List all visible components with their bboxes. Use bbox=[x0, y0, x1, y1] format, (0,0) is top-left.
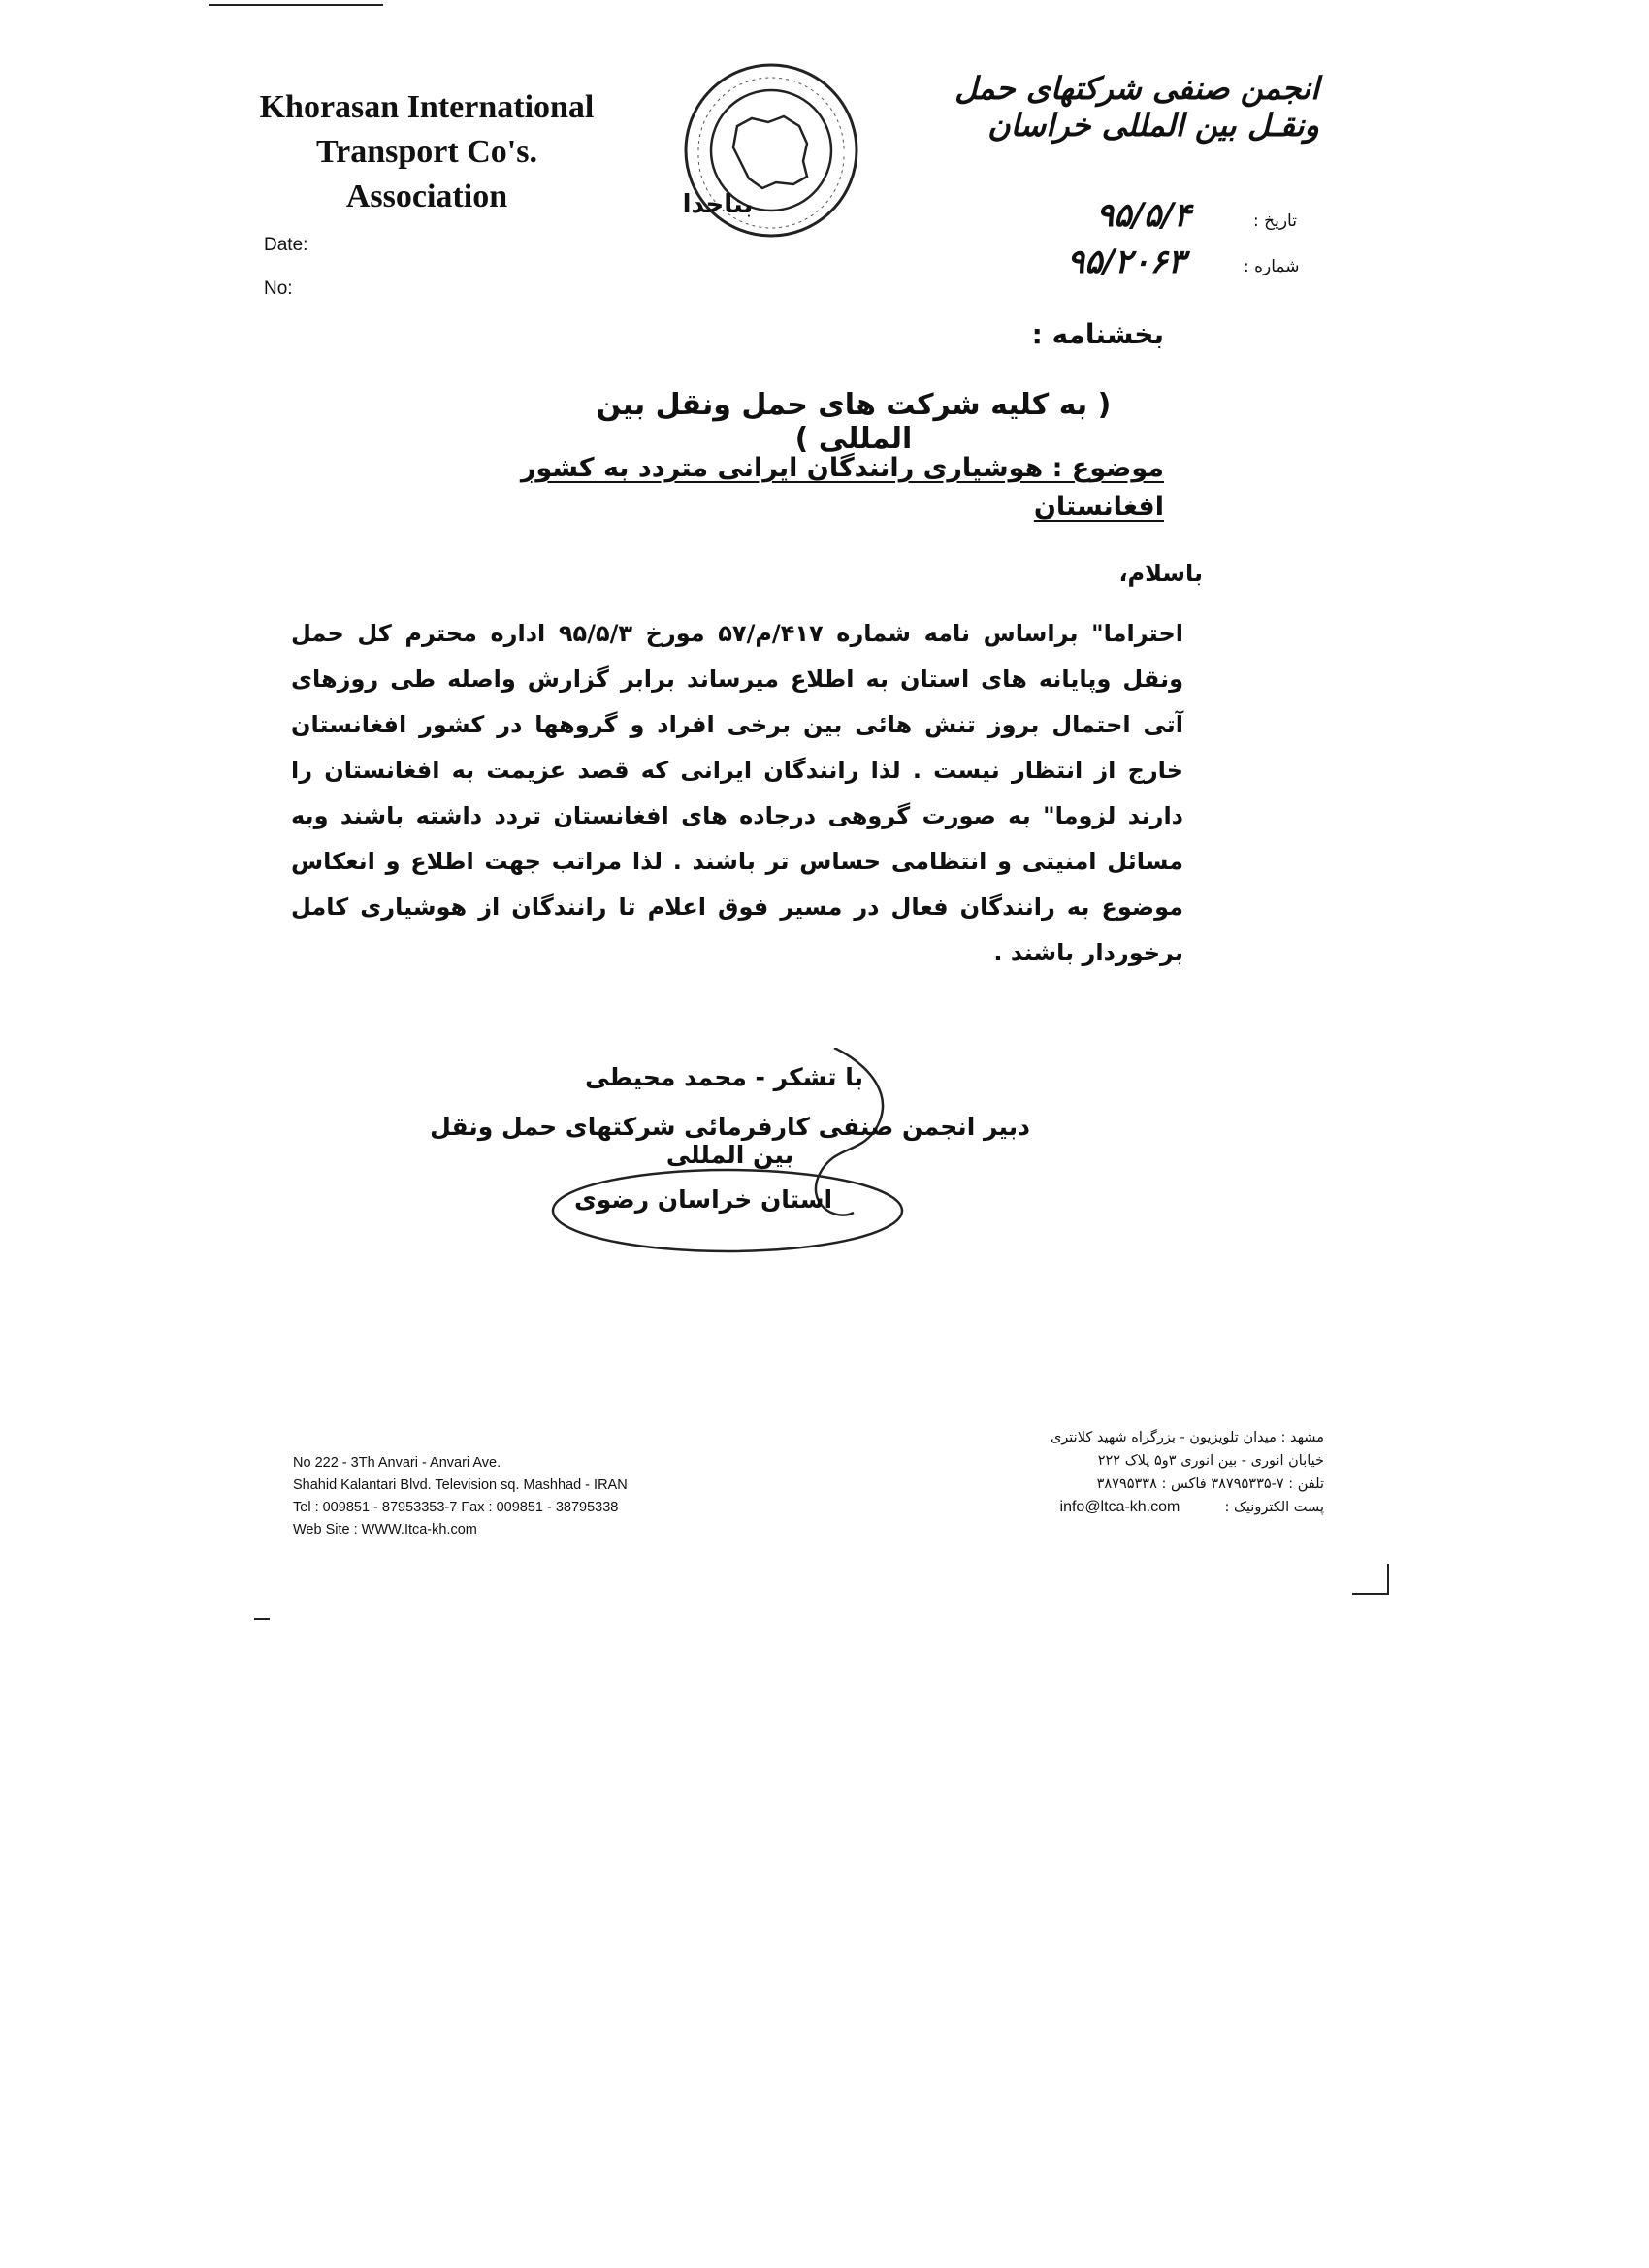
seal-caption: بناحدا bbox=[682, 190, 754, 219]
footer-fa-line: خیابان انوری - بین انوری ۳و۵ پلاک ۲۲۲ bbox=[1097, 1453, 1324, 1469]
letter-body: احتراما" براساس نامه شماره ۴۱۷/م/۵۷ مورخ ۹۵/۵/۳ اداره محترم کل حمل ونقل وپایانه های استان به اطلاع میرساند برابر گزارش واصله طی روزهای آتی احتمال بروز تنش هائی بین برخی افراد و گروهها در کشور افغانستان خارج از انتظار نیست . لذا رانندگان ایرانی که قصد عزیمت به افغانستان را دارند لزوما" به صورت گروهی درجاده های افغانستان تردد داشته باشند وبه مسائل امنیتی و انتظامی حساس تر باشند . لذا مراتب جهت اطلاع و انعکاس موضوع به رانندگان فعال در مسیر فوق اعلام تا رانندگان از هوشیاری کامل برخوردار باشند . bbox=[291, 620, 1184, 966]
crop-mark bbox=[254, 1618, 270, 1620]
footer-address-en bbox=[293, 1452, 700, 1541]
english-name-line1: Khorasan International bbox=[259, 89, 595, 125]
persian-letterhead: انجمن صنفی شرکتهای حمل ونقـل بین المللی خراسان bbox=[954, 70, 1319, 144]
greeting: باسلام، bbox=[1118, 560, 1203, 587]
recipient-line: ( به کلیه شرکت های حمل ونقل بین المللی ) bbox=[596, 388, 1112, 456]
circular-heading: بخشنامه : bbox=[1031, 318, 1164, 350]
footer-email-label: پست الکترونیک : bbox=[1224, 1500, 1324, 1515]
footer-en-line: Tel : 009851 - 87953353-7 Fax : 009851 - 38795338 bbox=[293, 1500, 619, 1515]
footer-fa-line: تلفن : ۷-۳۸۷۹۵۳۳۵ فاکس : ۳۸۷۹۵۳۳۸ bbox=[1096, 1476, 1324, 1492]
english-letterhead bbox=[233, 85, 621, 219]
date-label-fa: تاریخ : bbox=[1253, 211, 1297, 231]
footer-en-line: Shahid Kalantari Blvd. Television sq. Mashhad - IRAN bbox=[293, 1477, 628, 1493]
signature-title: دبیر انجمن صنفی کارفرمائی شرکتهای حمل ونقل بین المللی bbox=[430, 1113, 1030, 1169]
subject-line: موضوع : هوشیاری رانندگان ایرانی متردد به کشور افغانستان bbox=[520, 453, 1164, 522]
date-value: ۹۵/۵/۴ bbox=[1096, 196, 1191, 235]
footer-en-line: No 222 - 3Th Anvari - Anvari Ave. bbox=[293, 1455, 501, 1471]
top-rule bbox=[209, 4, 383, 6]
footer-en-line: Web Site : WWW.Itca-kh.com bbox=[293, 1522, 477, 1538]
number-label-fa: شماره : bbox=[1244, 257, 1300, 276]
signature-thanks: با تشکر - محمد محیطی bbox=[585, 1063, 863, 1091]
number-label-en: No: bbox=[264, 278, 293, 299]
footer-address-fa bbox=[980, 1426, 1324, 1519]
signature-province: استان خراسان رضوی bbox=[573, 1185, 833, 1214]
crop-mark bbox=[1352, 1564, 1389, 1595]
english-name-line2: Transport Co's. Association bbox=[316, 134, 537, 214]
date-label-en: Date: bbox=[264, 235, 308, 255]
number-value: ۹۵/۲۰۶۳ bbox=[1067, 243, 1185, 281]
footer-fa-line: مشهد : میدان تلویزیون - بزرگراه شهید کلانتری bbox=[1050, 1430, 1324, 1445]
footer-email: info@ltca-kh.com bbox=[1059, 1499, 1180, 1515]
footer-email-row bbox=[980, 1496, 1324, 1519]
